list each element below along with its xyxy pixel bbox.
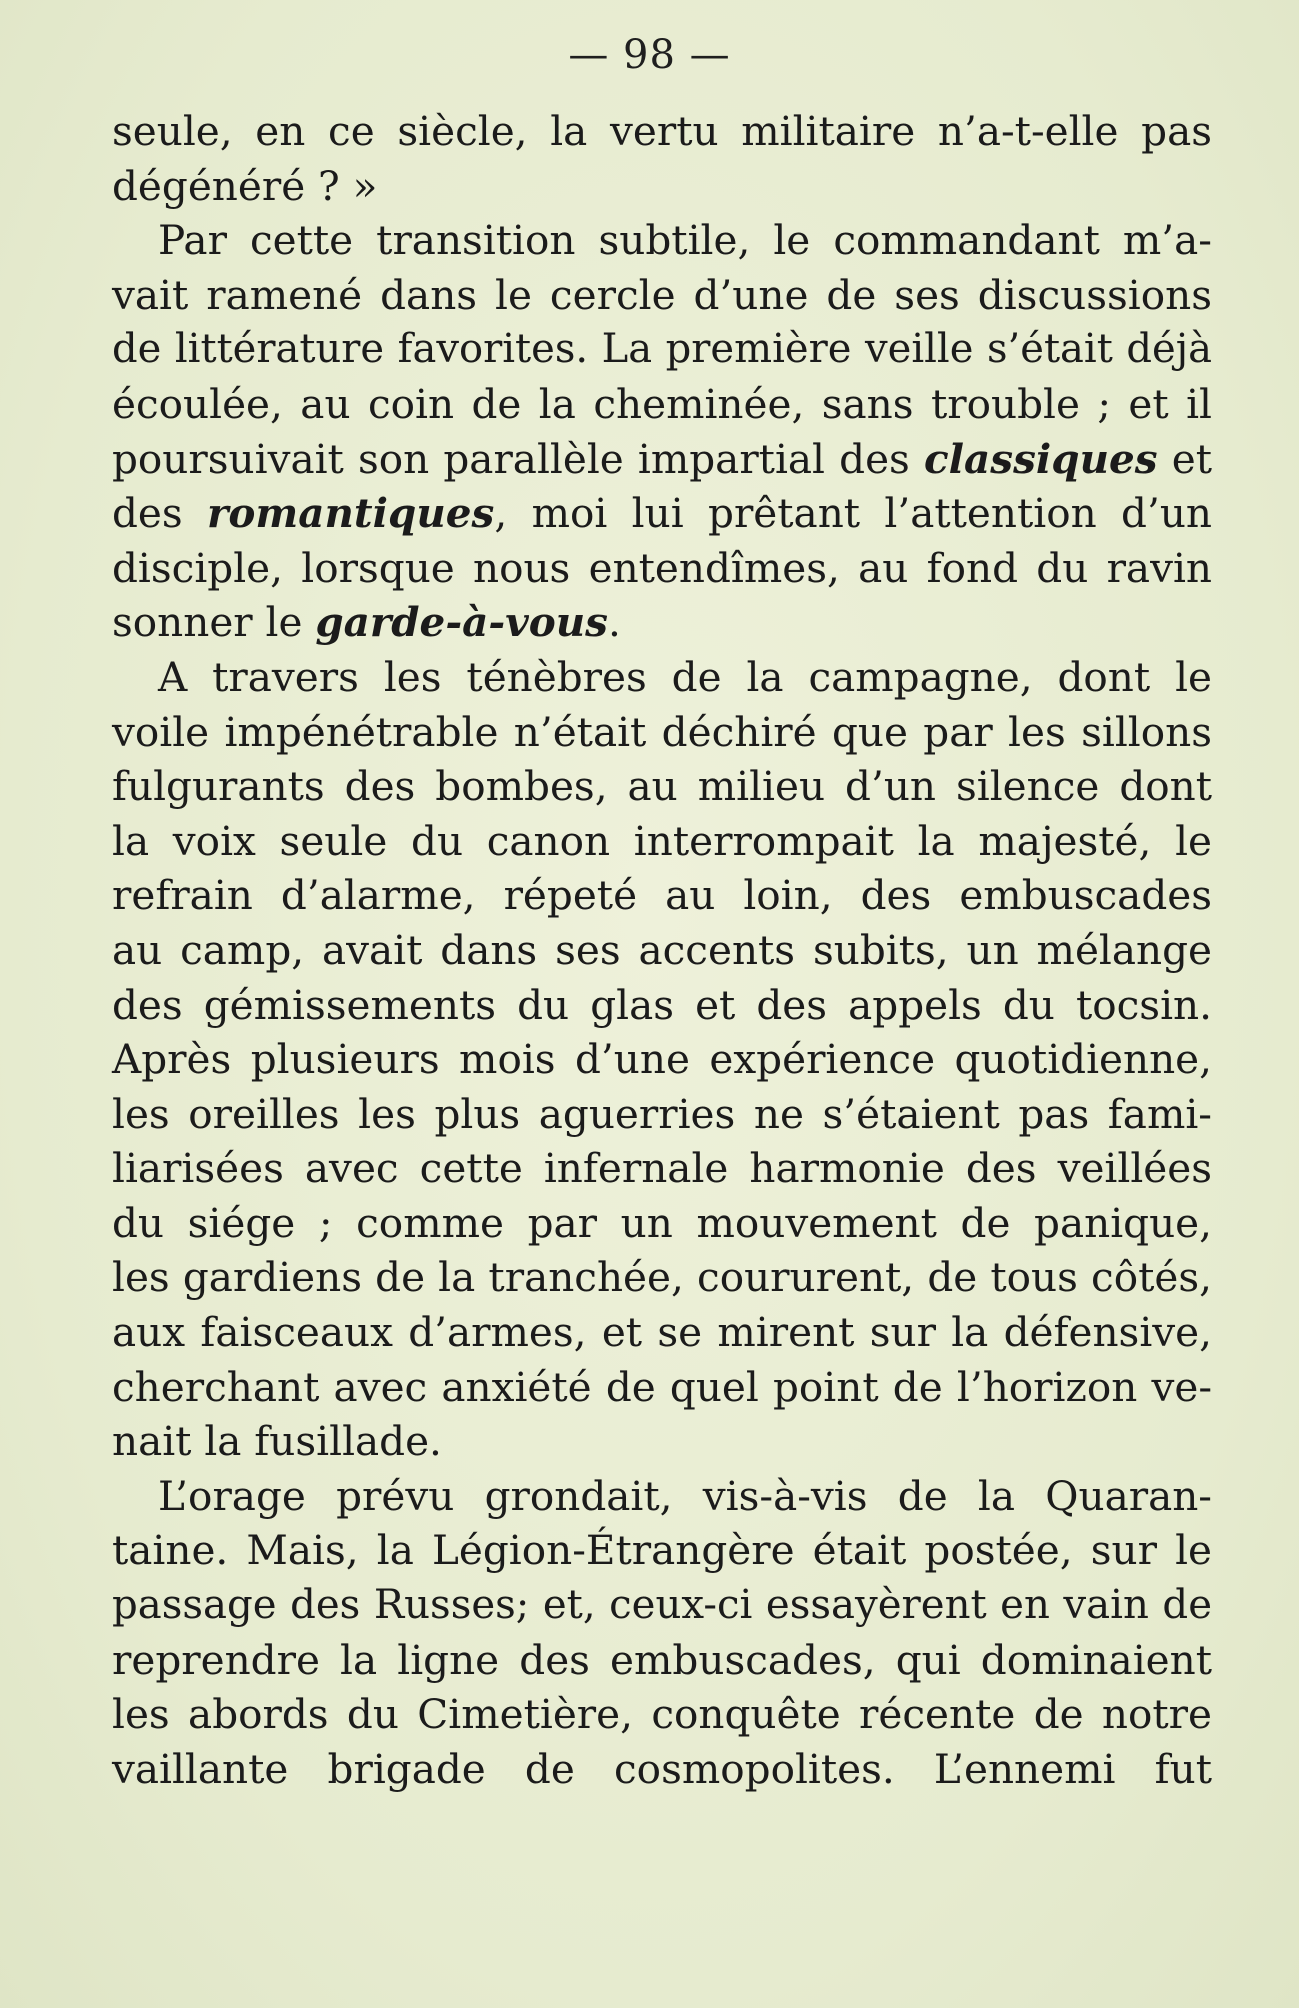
text-line: fulgurants des bombes, au milieu d’un silence dont [112, 762, 1212, 811]
text-line [112, 595, 1212, 650]
text-line: seule, en ce siècle, la vertu militaire n’a-t-elle pas [112, 107, 1212, 155]
italic-phrase: classiques [923, 434, 1158, 483]
text-line: Après plusieurs mois d’une expérience quotidienne, [112, 1035, 1212, 1084]
text-line: des gémissements du glas et des appels du tocsin. [112, 980, 1212, 1029]
text-line: L’orage prévu grondait, vis-à-vis de la Quaran- [158, 1471, 1212, 1520]
text-line: vaillante brigade de cosmopolites. L’ennemi fut [112, 1744, 1212, 1793]
text-line [112, 432, 1212, 487]
text-line: vait ramené dans le cercle d’une de ses discussions [112, 270, 1212, 319]
body-text [112, 104, 1212, 1796]
text-line: au camp, avait dans ses accents subits, un mélange [112, 925, 1212, 974]
text-span: sonner le [112, 598, 316, 647]
text-line: voile impénétrable n’était déchiré que par les sillons [112, 707, 1212, 756]
text-line: cherchant avec anxiété de quel point de l’horizon ve- [112, 1362, 1212, 1411]
text-line: reprendre la ligne des embuscades, qui dominaient [112, 1635, 1212, 1684]
text-line: refrain d’alarme, répeté au loin, des embuscades [112, 871, 1212, 920]
text-span: des [112, 489, 208, 538]
italic-phrase: garde-à-vous [315, 598, 608, 647]
page-number: — 98 — [568, 32, 731, 78]
text-line: dégénéré ? » [112, 161, 378, 210]
text-line: écoulée, au coin de la cheminée, sans trouble ; et il [112, 379, 1212, 428]
text-line: les oreilles les plus aguerries ne s’étaient pas fami- [112, 1089, 1212, 1138]
text-span: . [607, 598, 621, 647]
text-line: liarisées avec cette infernale harmonie des veillées [112, 1144, 1212, 1193]
text-line [112, 486, 1212, 541]
italic-phrase: romantiques [207, 489, 495, 538]
text-span: et [1157, 434, 1212, 483]
text-line: les abords du Cimetière, conquête récente de notre [112, 1690, 1212, 1739]
text-line: de littérature favorites. La première veille s’était déjà [112, 326, 1212, 373]
text-line: les gardiens de la tranchée, coururent, de tous côtés, [112, 1253, 1212, 1302]
text-line: disciple, lorsque nous entendîmes, au fond du ravin [112, 543, 1212, 592]
text-line: taine. Mais, la Légion-Étrangère était postée, sur le [112, 1526, 1212, 1575]
text-line: nait la fusillade. [112, 1417, 442, 1466]
text-line: du siége ; comme par un mouvement de panique, [112, 1198, 1212, 1247]
text-line: la voix seule du canon interrompait la majesté, le [112, 816, 1212, 865]
text-line: A travers les ténèbres de la campagne, dont le [158, 652, 1212, 701]
text-line: passage des Russes; et, ceux-ci essayèrent en vain de [112, 1582, 1212, 1629]
text-line: Par cette transition subtile, le commandant m’a- [158, 216, 1212, 265]
text-span: poursuivait son parallèle impartial des [112, 434, 924, 483]
text-line: aux faisceaux d’armes, et se mirent sur la défensive, [112, 1308, 1212, 1357]
text-span: , moi lui prêtant l’attention d’un [494, 489, 1212, 538]
